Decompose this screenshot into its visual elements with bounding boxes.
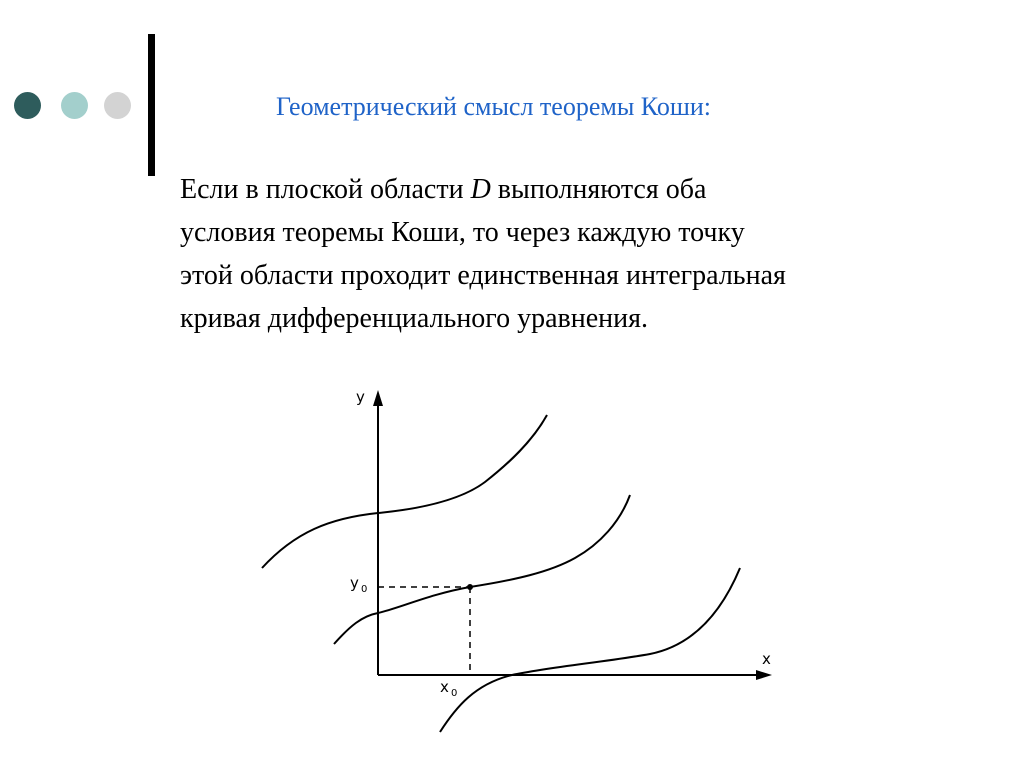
vertical-divider <box>148 34 155 176</box>
theorem-text <box>180 168 980 340</box>
y0-label: y <box>350 574 359 592</box>
domain-variable: D <box>470 174 491 205</box>
y0-subscript: 0 <box>361 584 368 595</box>
integral-curve-top <box>262 415 547 568</box>
theorem-line-1-end: выполняются оба <box>490 174 707 205</box>
x-axis-arrow-icon <box>756 670 772 680</box>
theorem-line-4: кривая дифференциального уравнения. <box>180 303 649 334</box>
x-axis-label: x <box>762 650 771 668</box>
x0-subscript: 0 <box>451 688 458 699</box>
gray-dot-icon <box>104 92 131 119</box>
x0-label: x <box>440 678 449 696</box>
decorative-dots <box>14 88 134 124</box>
integral-curves-svg <box>250 372 790 767</box>
dark-teal-dot-icon <box>14 92 41 119</box>
y-axis-label: y <box>356 388 365 406</box>
theorem-line-1-start: Если в плоской области <box>180 174 471 205</box>
theorem-line-1 <box>180 168 980 211</box>
light-teal-dot-icon <box>61 92 88 119</box>
y-axis-arrow-icon <box>373 390 383 406</box>
theorem-line-3: этой области проходит единственная интегральная <box>180 260 786 291</box>
initial-point <box>467 584 473 590</box>
theorem-line-2: условия теоремы Коши, то через каждую точку <box>180 217 745 248</box>
integral-curve-bottom <box>440 568 740 732</box>
integral-curves-diagram <box>250 372 790 767</box>
slide-title: Геометрический смысл теоремы Коши: <box>276 92 711 121</box>
